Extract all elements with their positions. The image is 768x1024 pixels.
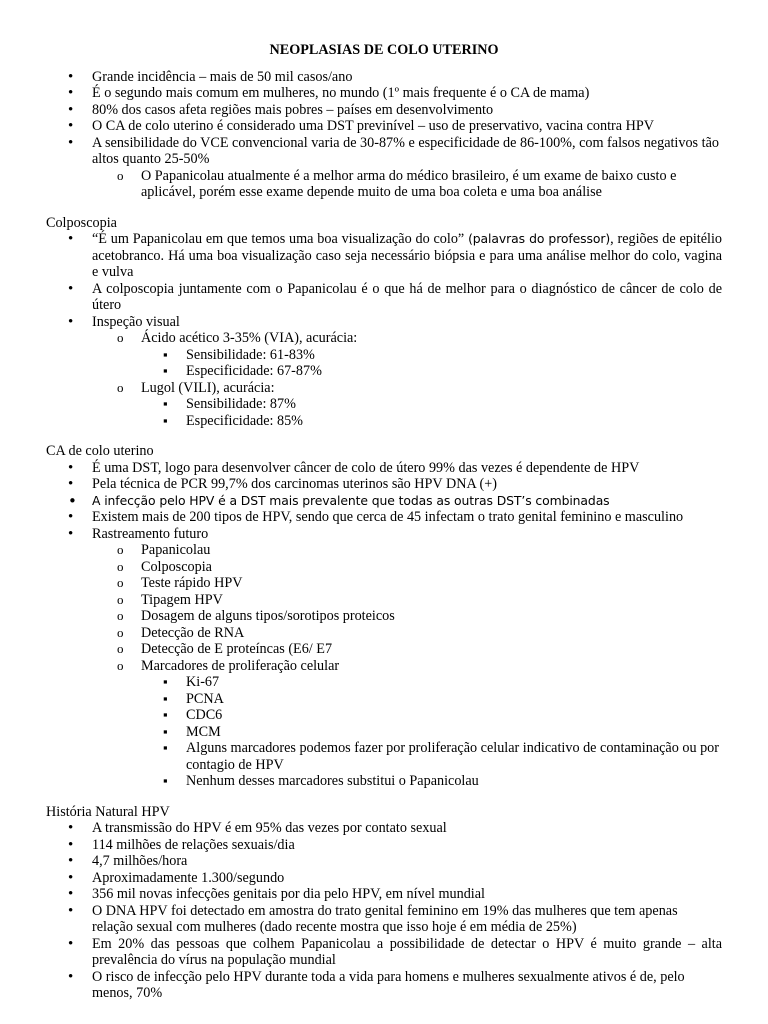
list-item: • Em 20% das pessoas que colhem Papanicolau a possibilidade de detectar o HPV é muito grande – alta prevalência do vírus na população mundial — [46, 936, 722, 969]
list-subitem: o Colposcopia — [46, 559, 722, 576]
list-subsubitem: ▪ Especificidade: 67-87% — [46, 363, 722, 380]
list-item: • 80% dos casos afeta regiões mais pobres – países em desenvolvimento — [46, 102, 722, 119]
list-item: • É uma DST, logo para desenvolver câncer de colo de útero 99% das vezes é dependente de HPV — [46, 460, 722, 477]
list-subitem: o Detecção de RNA — [46, 625, 722, 642]
list-item: • 356 mil novas infecções genitais por dia pelo HPV, em nível mundial — [46, 886, 722, 903]
list-item: • 114 milhões de relações sexuais/dia — [46, 837, 722, 854]
colposcopia-list — [46, 231, 722, 429]
list-subitem: o Lugol (VILI), acurácia: — [46, 380, 722, 397]
list-item: • A transmissão do HPV é em 95% das vezes por contato sexual — [46, 820, 722, 837]
list-subsubitem: ▪ Sensibilidade: 87% — [46, 396, 722, 413]
intro-list — [46, 69, 722, 201]
list-subsubitem: ▪ PCNA — [46, 691, 722, 708]
list-item: • A infecção pelo HPV é a DST mais prevalente que todas as outras DST’s combinadas — [46, 493, 722, 510]
list-subitem: o O Papanicolau atualmente é a melhor arma do médico brasileiro, é um exame de baixo custo e aplicável, porém esse exame depende muito de uma boa coleta e uma boa análise — [46, 168, 722, 201]
list-subsubitem: ▪ Sensibilidade: 61-83% — [46, 347, 722, 364]
list-subitem: o Ácido acético 3-35% (VIA), acurácia: — [46, 330, 722, 347]
list-item: • Grande incidência – mais de 50 mil casos/ano — [46, 69, 722, 86]
list-item: • Inspeção visual — [46, 314, 722, 331]
list-item: • Aproximadamente 1.300/segundo — [46, 870, 722, 887]
quote-text: “É um Papanicolau em que temos uma boa visualização do colo” — [92, 231, 465, 247]
list-item: • O DNA HPV foi detectado em amostra do trato genital feminino em 19% das mulheres que tem apenas relação sexual com mulheres (dado recente mostra que isso hoje é em média de 25%) — [46, 903, 722, 936]
historia-list — [46, 820, 722, 1002]
section-heading-ca: CA de colo uterino — [46, 443, 154, 459]
list-subsubitem: ▪ Ki-67 — [46, 674, 722, 691]
list-item: • 4,7 milhões/hora — [46, 853, 722, 870]
list-item: • O CA de colo uterino é considerado uma DST previnível – uso de preservativo, vacina contra HPV — [46, 118, 722, 135]
list-subsubitem: ▪ Alguns marcadores podemos fazer por proliferação celular indicativo de contaminação ou por contagio de HPV — [46, 740, 722, 773]
list-subsubitem: ▪ MCM — [46, 724, 722, 741]
list-subitem: o Detecção de E proteíncas (E6/ E7 — [46, 641, 722, 658]
list-item: • É o segundo mais comum em mulheres, no mundo (1º mais frequente é o CA de mama) — [46, 85, 722, 102]
ca-list — [46, 460, 722, 790]
list-subitem: o Papanicolau — [46, 542, 722, 559]
section-heading-colposcopia: Colposcopia — [46, 214, 117, 231]
list-item: • A sensibilidade do VCE convencional varia de 30-87% e especificidade de 86-100%, com falsos negativos tão altos quanto 25-50% — [46, 135, 722, 168]
list-subitem: o Marcadores de proliferação celular — [46, 658, 722, 675]
list-item: • O risco de infecção pelo HPV durante toda a vida para homens e mulheres sexualmente ativos é de, pelo menos, 70% — [46, 969, 722, 1002]
list-item: • Rastreamento futuro — [46, 526, 722, 543]
list-item: • Pela técnica de PCR 99,7% dos carcinomas uterinos são HPV DNA (+) — [46, 476, 722, 493]
list-item: • A colposcopia juntamente com o Papanicolau é o que há de melhor para o diagnóstico de câncer de colo de útero — [46, 281, 722, 314]
list-item — [46, 231, 722, 281]
list-subsubitem: ▪ Nenhum desses marcadores substitui o Papanicolau — [46, 773, 722, 790]
list-subitem: o Dosagem de alguns tipos/sorotipos proteicos — [46, 608, 722, 625]
document-title: NEOPLASIAS DE COLO UTERINO — [269, 42, 499, 58]
list-subsubitem: ▪ CDC6 — [46, 707, 722, 724]
list-item: • Existem mais de 200 tipos de HPV, sendo que cerca de 45 infectam o trato genital feminino e masculino — [46, 509, 722, 526]
quote-attribution: (palavras do professor) — [468, 231, 611, 246]
section-heading-historia: História Natural HPV — [46, 803, 170, 820]
quote-continuation: , regiões de epitélio acetobranco. Há uma boa visualização caso seja necessário biópsia e para uma análise melhor do colo, vagina e vulva — [92, 231, 723, 280]
list-subitem: o Teste rápido HPV — [46, 575, 722, 592]
list-subitem: o Tipagem HPV — [46, 592, 722, 609]
list-subsubitem: ▪ Especificidade: 85% — [46, 413, 722, 430]
